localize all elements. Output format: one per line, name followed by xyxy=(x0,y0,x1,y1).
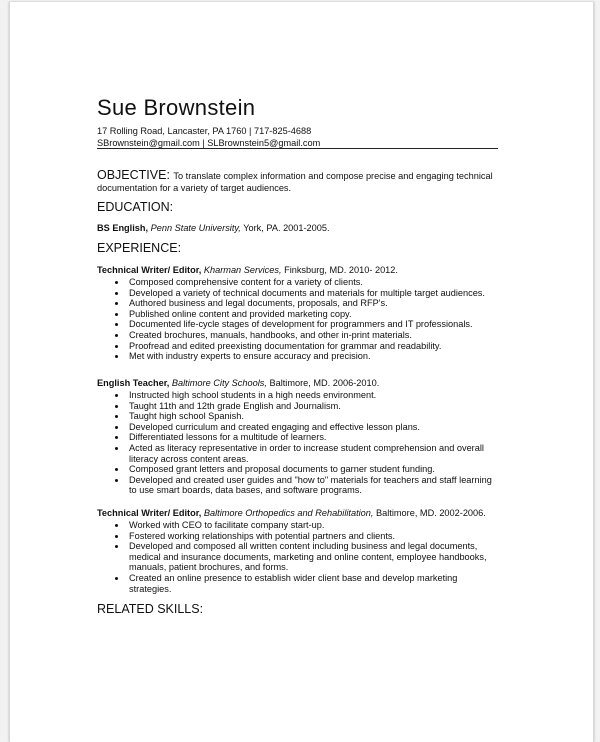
bullet-item: • Met with industry experts to ensure accuracy and precision. xyxy=(127,351,502,362)
job-entry xyxy=(97,264,502,362)
bullet-item: • Developed and created user guides and "how to" materials for teachers and staff learning to use smart boards, data bases, and software programs. xyxy=(127,475,502,496)
bullet-item: • Fostered working relationships with potential partners and clients. xyxy=(127,531,502,542)
job-location: Baltimore, MD. 2006-2010. xyxy=(269,378,380,388)
education-school: Penn State University, xyxy=(150,223,241,233)
bullet-item: • Differentiated lessons for a multitude of learners. xyxy=(127,432,502,443)
bullet-item: • Developed a variety of technical documents and materials for multiple target audiences. xyxy=(127,288,502,299)
job-header xyxy=(97,507,502,519)
bullet-item: • Taught 11th and 12th grade English and Journalism. xyxy=(127,401,502,412)
bullet-item: • Published online content and provided marketing copy. xyxy=(127,309,502,320)
bullet-item: • Composed grant letters and proposal documents to garner student funding. xyxy=(127,464,502,475)
bullet-item: • Worked with CEO to facilitate company start-up. xyxy=(127,520,502,531)
job-title: Technical Writer/ Editor, xyxy=(97,508,202,518)
bullet-item: • Developed curriculum and created engaging and effective lesson plans. xyxy=(127,422,502,433)
objective-heading: OBJECTIVE: xyxy=(97,168,170,182)
objective-text: To translate complex information and compose precise and engaging technical documentation for a variety of target audiences. xyxy=(97,171,493,193)
job-header xyxy=(97,264,502,276)
bullet-item: • Developed and composed all written content including business and legal documents, medical and insurance documents, marketing and online content, employee handbooks, manuals, patient brochures, and forms. xyxy=(127,541,502,573)
contact-emails: SBrownstein@gmail.com | SLBrownstein5@gmail.com xyxy=(97,138,321,148)
experience-heading: EXPERIENCE: xyxy=(97,241,182,255)
objective-section xyxy=(97,170,502,194)
job-bullets xyxy=(97,277,502,362)
education-details: York, PA. 2001-2005. xyxy=(243,223,330,233)
job-title: English Teacher, xyxy=(97,378,170,388)
job-entry xyxy=(97,377,502,496)
job-location: Baltimore, MD. 2002-2006. xyxy=(376,508,486,518)
job-company: Baltimore City Schools, xyxy=(171,378,267,388)
job-location: Finksburg, MD. 2010- 2012. xyxy=(284,265,398,275)
job-title: Technical Writer/ Editor, xyxy=(97,265,202,275)
bullet-item: • Documented life-cycle stages of development for programmers and IT professionals. xyxy=(127,319,502,330)
job-bullets xyxy=(97,520,502,594)
job-header xyxy=(97,377,502,389)
bullet-item: • Acted as literacy representative in order to increase student comprehension and overall literacy across content areas. xyxy=(127,443,502,464)
bullet-item: • Composed comprehensive content for a variety of clients. xyxy=(127,277,502,288)
job-entry xyxy=(97,507,502,594)
header-divider xyxy=(97,148,498,149)
resume-name: Sue Brownstein xyxy=(97,95,256,120)
bullet-item: • Taught high school Spanish. xyxy=(127,411,502,422)
job-company: Kharman Services, xyxy=(203,265,282,275)
education-entry xyxy=(97,223,330,233)
bullet-item: • Authored business and legal documents, proposals, and RFP's. xyxy=(127,298,502,309)
education-heading: EDUCATION: xyxy=(97,200,174,214)
bullet-item: • Created brochures, manuals, handbooks, and other in-print materials. xyxy=(127,330,502,341)
job-company: Baltimore Orthopedics and Rehabilitation, xyxy=(203,508,374,518)
bullet-item: • Proofread and edited preexisting documentation for grammar and readability. xyxy=(127,341,502,352)
job-bullets xyxy=(97,390,502,496)
bullet-item: • Created an online presence to establish wider client base and develop marketing strategies. xyxy=(127,573,502,594)
education-degree: BS English, xyxy=(97,223,149,233)
bullet-item: • Instructed high school students in a high needs environment. xyxy=(127,390,502,401)
contact-address: 17 Rolling Road, Lancaster, PA 1760 | 717-825-4688 xyxy=(97,126,312,136)
contact-block xyxy=(97,125,497,149)
skills-heading: RELATED SKILLS: xyxy=(97,602,204,616)
